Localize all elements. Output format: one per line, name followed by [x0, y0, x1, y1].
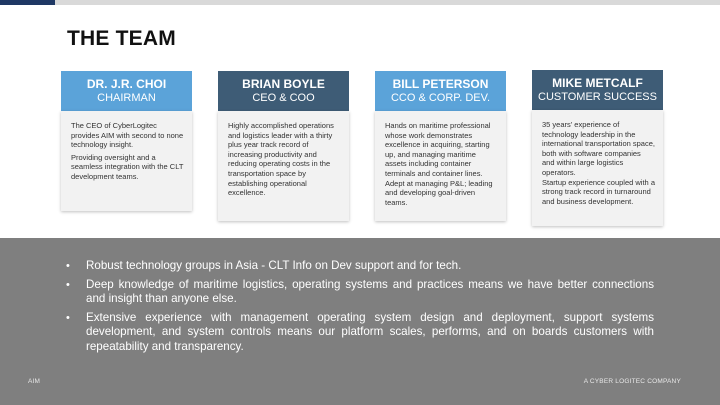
member-bio: 35 years' experience of technology leadership in the international transportation space, both with software companies and within large logistics operators. [542, 120, 655, 177]
top-bar [0, 0, 720, 5]
footer-right: A CYBER LOGITEC COMPANY [583, 378, 681, 385]
highlights-list [66, 259, 654, 358]
bullet-icon: • [66, 278, 70, 291]
member-role: CHAIRMAN [97, 92, 156, 104]
team-card-metcalf [532, 70, 663, 226]
team-card-header [375, 71, 506, 111]
member-role: CCO & CORP. DEV. [390, 92, 491, 104]
team-card-body [218, 111, 349, 221]
bullet-icon: • [66, 260, 70, 272]
footer-left: AIM [28, 378, 41, 385]
list-item [66, 259, 654, 274]
slide-title: THE TEAM [67, 27, 176, 50]
team-card-header [61, 71, 192, 111]
member-name: MIKE METCALF [552, 76, 643, 90]
member-bio: Hands on maritime professional whose work demonstrates excellence in acquiring, starting up, and managing maritime assets including container terminals and container lines. Adept at managing P&L; leading and developing goal-driven teams. [385, 121, 493, 207]
member-role: CEO & COO [252, 92, 315, 104]
member-name: DR. J.R. CHOI [86, 77, 167, 91]
member-role: CUSTOMER SUCCESS [538, 91, 657, 103]
bullet-text: Deep knowledge of maritime logistics, operating systems and practices means we have better connections and insight than anyone else. [86, 277, 654, 305]
team-card-body [61, 111, 192, 211]
team-card-choi [61, 71, 192, 211]
team-card-header [218, 71, 349, 111]
team-card-boyle [218, 71, 349, 221]
team-card-body [532, 110, 663, 226]
top-bar-accent [0, 0, 55, 5]
member-bio: Startup experience coupled with a strong track record in turnaround and business development. [542, 177, 655, 206]
bullet-text: Robust technology groups in Asia - CLT Info on Dev support and for tech. [86, 259, 462, 272]
member-name: BRIAN BOYLE [242, 77, 325, 91]
member-bio: The CEO of CyberLogitec provides AIM with second to none technology insight. [71, 121, 184, 150]
member-name: BILL PETERSON [392, 77, 489, 91]
bullet-icon: • [66, 311, 70, 324]
member-bio: Highly accomplished operations and logistics leader with a thirty plus year track record of increasing productivity and reducing operating costs in the transportation space by establishing operational excellence. [228, 121, 334, 198]
bullet-text: Extensive experience with management operating system design and deployment, support systems development, and system controls means our platform scales, performs, and on boards customers with repeatability and transparency. [86, 310, 654, 353]
team-card-header [532, 70, 663, 110]
list-item [66, 311, 654, 355]
list-item [66, 278, 654, 307]
member-bio: Providing oversight and a seamless integration with the CLT development teams. [71, 152, 184, 181]
team-card-peterson [375, 71, 506, 221]
team-card-body [375, 111, 506, 221]
